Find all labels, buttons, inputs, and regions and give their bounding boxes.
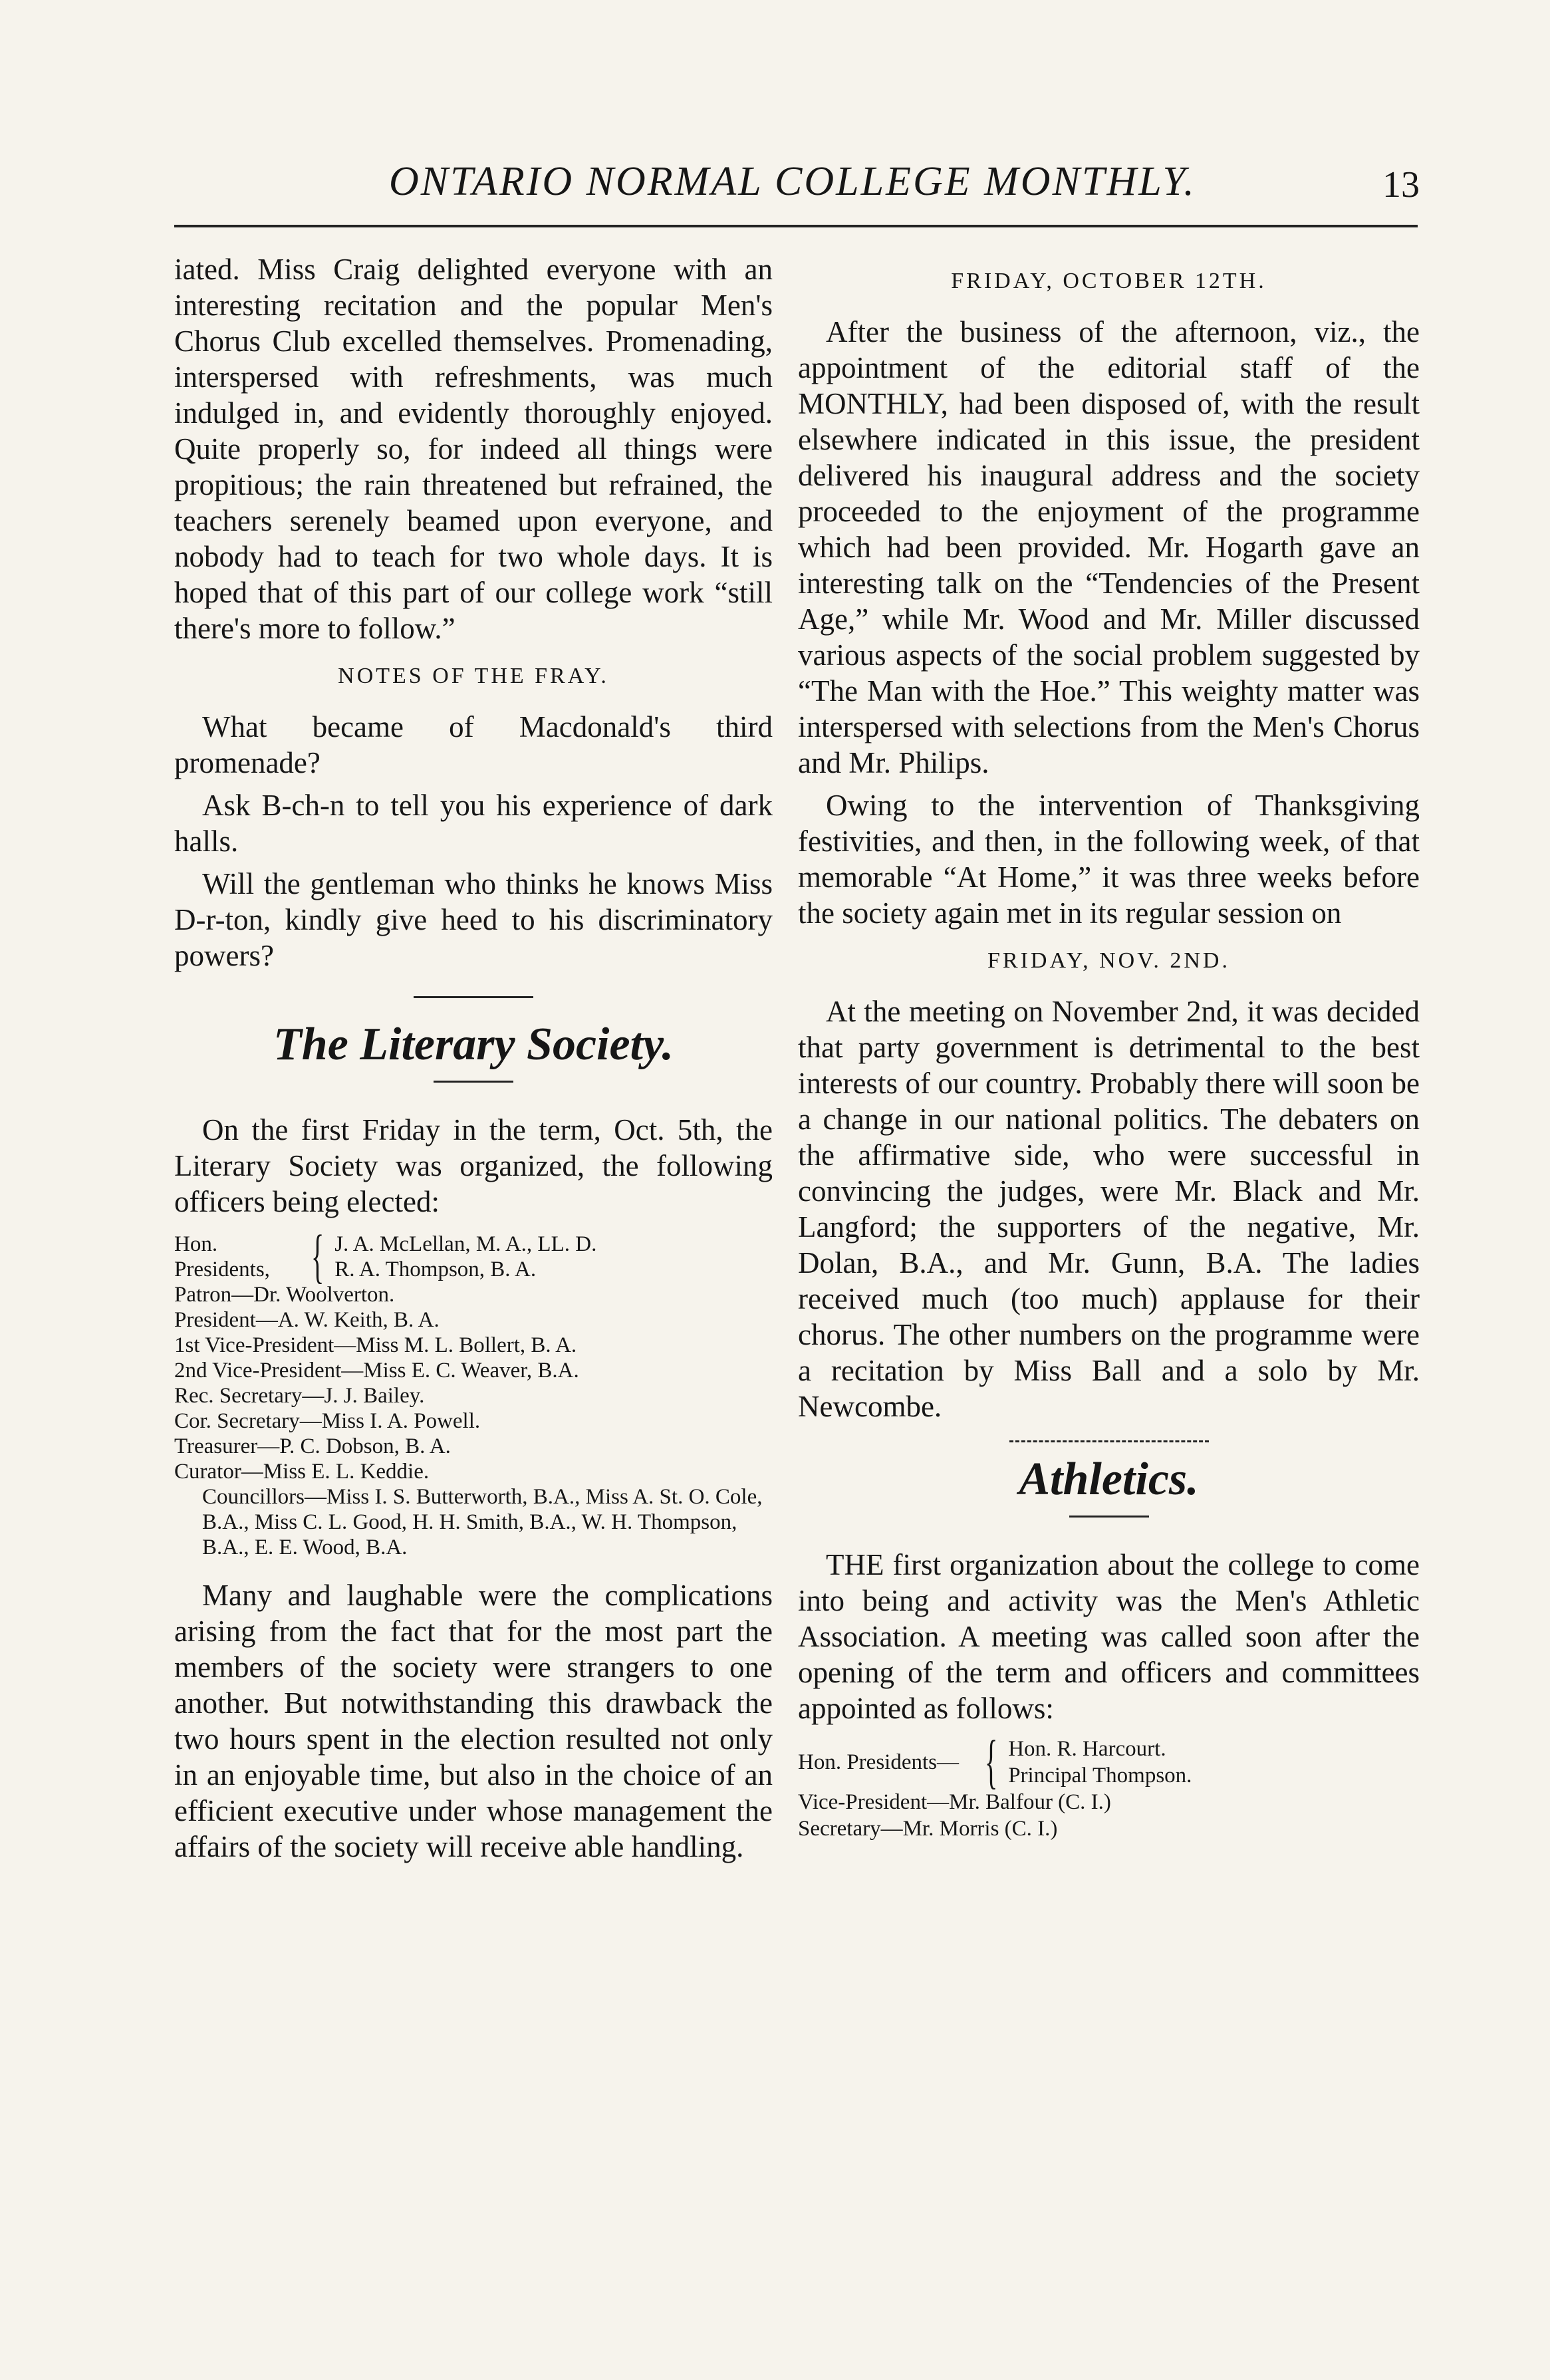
- officer-name: R. A. Thompson, B. A.: [334, 1257, 537, 1281]
- title-underline: [434, 1081, 513, 1083]
- title-underline: [1069, 1516, 1149, 1518]
- officer-row: President—A. W. Keith, B. A.: [174, 1308, 440, 1332]
- left-column: [174, 251, 773, 1871]
- note-item: What became of Macdonald's third promenade?: [174, 710, 773, 779]
- paragraph: After the business of the afternoon, viz., the appointment of the editorial staff of the MONTHLY, had been disposed of, with the result elsewhere indicated in this issue, the president delivered his inaugural address and the society proceeded to the enjoyment of the programme which had been provided. Mr. Hogarth gave an interesting talk on the “Tendencies of the Present Age,” while Mr. Wood and Mr. Miller discussed various aspects of the social problem suggested by “The Man with the Hoe.” This weighty matter was interspersed with selections from the Men's Chorus and Mr. Philips.: [798, 315, 1420, 779]
- athletics-title: Athletics.: [1019, 1454, 1199, 1505]
- paragraph: Owing to the intervention of Thanksgiving festivities, and then, in the following week, of that memorable “At Home,” it was three weeks before the society again met in its regular session on: [798, 789, 1420, 930]
- officer-label: Hon. Presidents,: [174, 1232, 270, 1281]
- paragraph: iated. Miss Craig delighted everyone with an interesting recitation and the popular Men's Chorus Club excelled themselves. Promenading, interspersed with refreshments, was much indulged in, and evidently thoroughly enjoyed. Quite properly so, for indeed all things were propitious; the rain threatened but refrained, the teachers serenely beamed upon everyone, and nobody had to teach for two whole days. It is hoped that of this part of our college work “still there's more to follow.”: [174, 253, 773, 645]
- notes-heading: NOTES OF THE FRAY.: [338, 664, 609, 688]
- officer-row: Rec. Secretary—J. J. Bailey.: [174, 1384, 425, 1408]
- officer-row: 2nd Vice-President—Miss E. C. Weaver, B.A.: [174, 1359, 579, 1383]
- page-number: 13: [1382, 164, 1420, 205]
- officer-row: Vice-President—Mr. Balfour (C. I.): [798, 1790, 1111, 1814]
- officer-row: Cor. Secretary—Miss I. A. Powell.: [174, 1409, 481, 1433]
- paragraph: THE first organization about the college to come into being and activity was the Men's Athletic Association. A meeting was called soon after the opening of the term and officers and committees appointed as follows:: [798, 1548, 1420, 1725]
- running-title: ONTARIO NORMAL COLLEGE MONTHLY.: [389, 159, 1196, 204]
- officer-row: Patron—Dr. Woolverton.: [174, 1283, 395, 1307]
- officer-name: J. A. McLellan, M. A., LL. D.: [334, 1232, 597, 1256]
- officer-row: Curator—Miss E. L. Keddie.: [174, 1460, 430, 1484]
- note-item: Ask B-ch-n to tell you his experience of dark halls.: [174, 789, 773, 858]
- page-header: [170, 158, 1420, 218]
- officer-row: Treasurer—P. C. Dobson, B. A.: [174, 1434, 451, 1458]
- hon-presidents-group: [174, 1224, 773, 1289]
- officers-list: [174, 1224, 773, 1560]
- november-heading: FRIDAY, NOV. 2ND.: [987, 948, 1230, 973]
- councillors-row: Councillors—Miss I. S. Butterworth, B.A., Miss A. St. O. Cole, B.A., Miss C. L. Good, H. H. Smith, B.A., W. H. Thompson, B.A., E. E. Wood, B.A.: [202, 1485, 763, 1559]
- paragraph: Many and laughable were the complications arising from the fact that for the most part the members of the society were strangers to one another. But notwithstanding this drawback the two hours spent in the election resulted not only in an enjoyable time, but also in the choice of an efficient executive under whose management the affairs of the society will receive able handling.: [174, 1579, 773, 1863]
- officer-name: Principal Thompson.: [1008, 1764, 1192, 1787]
- paragraph: At the meeting on November 2nd, it was decided that party government is detrimental to the best interests of our country. Probably there will soon be a change in our national politics. The debaters on the affirmative side, who were successful in convincing the judges, were Mr. Black and Mr. Langford; the supporters of the negative, Mr. Dolan, B.A., and Mr. Gunn, B.A. The ladies received much (too much) applause for their chorus. The other numbers on the programme were a recitation by Miss Ball and a solo by Mr. Newcombe.: [798, 995, 1420, 1423]
- officer-row: 1st Vice-President—Miss M. L. Bollert, B. A.: [174, 1333, 577, 1357]
- brace-glyph: {: [984, 1729, 998, 1795]
- officer-names: [1008, 1736, 1192, 1789]
- officer-names: [334, 1232, 596, 1282]
- officer-row: Secretary—Mr. Morris (C. I.): [798, 1817, 1058, 1841]
- section-divider: [1009, 1440, 1209, 1442]
- officer-label: Hon. Presidents—: [798, 1750, 959, 1774]
- officer-name: Hon. R. Harcourt.: [1008, 1737, 1166, 1761]
- header-rule: [174, 225, 1418, 227]
- athletic-officers-list: [798, 1729, 1420, 1842]
- athletic-hon-presidents-group: [798, 1729, 1420, 1795]
- brace-glyph: {: [311, 1224, 324, 1289]
- october-heading: FRIDAY, OCTOBER 12TH.: [951, 269, 1267, 293]
- note-item: Will the gentleman who thinks he knows Miss D-r-ton, kindly give heed to his discriminatory powers?: [174, 867, 773, 972]
- literary-society-title: The Literary Society.: [273, 1019, 674, 1070]
- right-column: [798, 251, 1420, 1842]
- paragraph: On the first Friday in the term, Oct. 5th, the Literary Society was organized, the following officers being elected:: [174, 1113, 773, 1218]
- section-divider: [414, 996, 533, 998]
